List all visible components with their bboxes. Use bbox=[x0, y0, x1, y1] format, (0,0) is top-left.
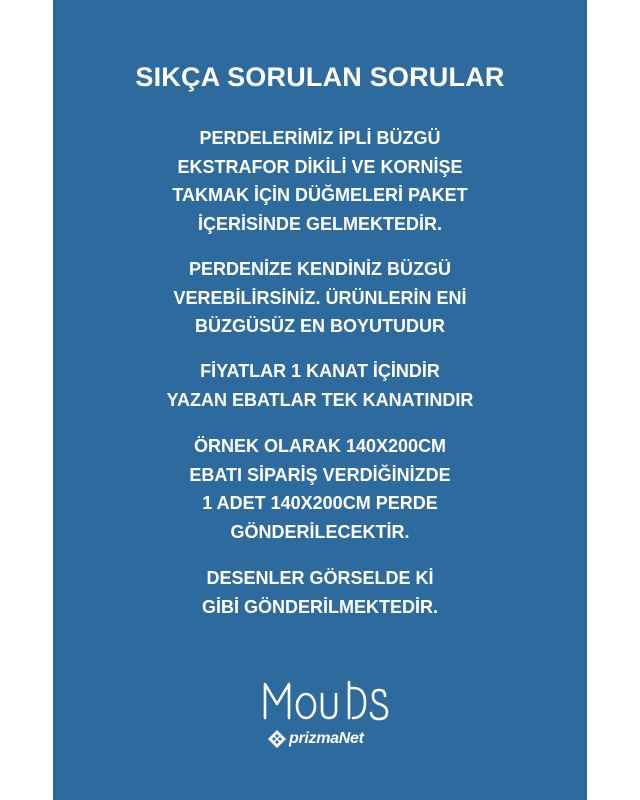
faq-line: İÇERİSİNDE GELMEKTEDİR. bbox=[197, 213, 443, 234]
faq-line: ÖRNEK OLARAK 140X200CM bbox=[193, 436, 447, 456]
faq-paragraph-1 bbox=[53, 124, 587, 238]
faq-line: GÖNDERİLECEKTİR. bbox=[230, 521, 410, 542]
faq-line: GİBİ GÖNDERİLMEKTEDİR. bbox=[201, 596, 438, 617]
faq-line: EBATI SİPARİŞ VERDİĞİNİZDE bbox=[189, 464, 451, 485]
prizmanet-logo bbox=[267, 728, 364, 750]
mouds-logo bbox=[257, 678, 397, 722]
faq-paragraph-3 bbox=[53, 357, 587, 414]
faq-panel bbox=[53, 0, 587, 800]
faq-paragraph-2 bbox=[53, 255, 587, 341]
faq-line: YAZAN EBATLAR TEK KANATINDIR bbox=[166, 389, 474, 410]
faq-paragraph-4 bbox=[53, 432, 587, 546]
faq-line: BÜZGÜSÜZ EN BOYUTUDUR bbox=[195, 316, 445, 336]
prizma-icon bbox=[267, 729, 287, 749]
faq-line: TAKMAK İÇİN DÜĞMELERİ PAKET bbox=[172, 185, 468, 205]
faq-line: PERDELERİMİZ İPLİ BÜZGÜ bbox=[199, 128, 441, 148]
faq-paragraph-5 bbox=[53, 564, 587, 621]
page-title: SIKÇA SORULAN SORULAR bbox=[135, 62, 505, 92]
faq-line: PERDENİZE KENDİNİZ BÜZGÜ bbox=[188, 259, 451, 279]
faq-line: 1 ADET 140X200CM PERDE bbox=[202, 493, 438, 513]
brand-logo bbox=[257, 678, 397, 762]
prizmanet-text: prizmaNet bbox=[289, 730, 364, 747]
faq-line: DESENLER GÖRSELDE Kİ bbox=[206, 568, 434, 588]
faq-line: FİYATLAR 1 KANAT İÇİNDİR bbox=[200, 361, 440, 381]
faq-line: EKSTRAFOR DİKİLİ VE KORNİŞE bbox=[177, 156, 463, 177]
faq-line: VEREBİLİRSİNİZ. ÜRÜNLERİN ENİ bbox=[173, 287, 467, 308]
